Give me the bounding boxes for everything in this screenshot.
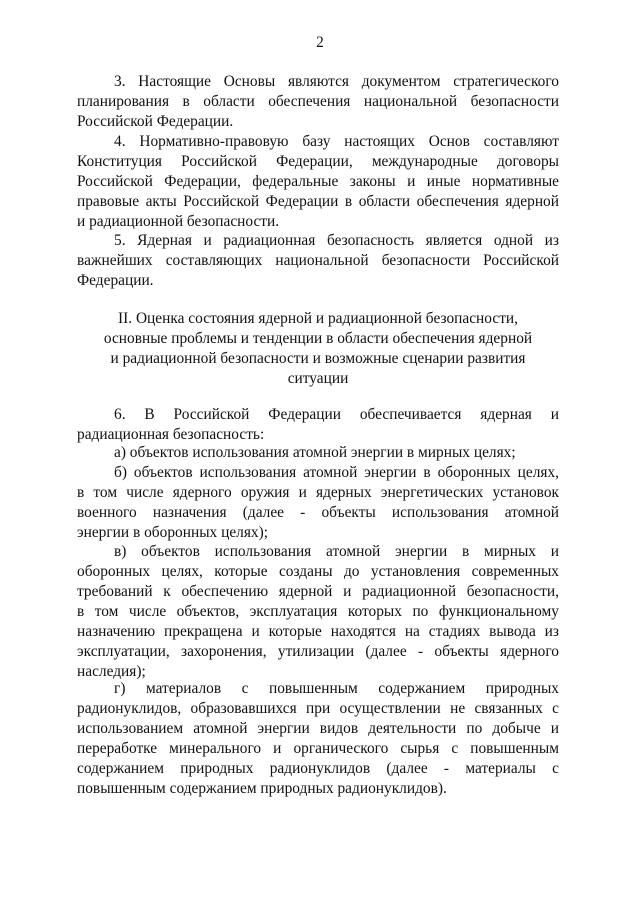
list-item-v [77, 542, 559, 682]
heading-line: и радиационной безопасности и возможные сценарии развития [110, 350, 526, 367]
paragraph-line: радиационная безопасность: [77, 426, 265, 443]
heading-line: ситуации [287, 370, 349, 387]
section-heading [77, 309, 559, 389]
paragraph-line: г) материалов с повышенным содержанием природных [114, 680, 559, 697]
paragraph-line: 6. В Российской Федерации обеспечивается ядерная и [114, 406, 559, 423]
paragraph-line: в) объектов использования атомной энергии в мирных и [114, 543, 559, 560]
paragraph-line: переработке минерального и органического сырья с повышенным [77, 740, 559, 757]
paragraph-line: 5. Ядерная и радиационная безопасность является одной из [114, 232, 559, 249]
paragraph-line: Конституция Российской Федерации, международные договоры [77, 153, 559, 170]
list-item-g [77, 679, 559, 799]
paragraph-line: планирования в области обеспечения национальной безопасности [77, 93, 559, 110]
paragraph-4 [77, 132, 559, 232]
paragraph-line: содержанием природных радионуклидов (далее - материалы с [77, 760, 559, 777]
paragraph-line: б) объектов использования атомной энергии в оборонных целях, [114, 464, 559, 481]
paragraph-6 [77, 405, 559, 445]
paragraph-line: Российской Федерации. [77, 113, 234, 130]
paragraph-line: эксплуатации, захоронения, утилизации (далее - объекты ядерного [77, 643, 559, 660]
paragraph-line: военного назначения (далее - объекты использования атомной [77, 504, 559, 521]
paragraph-line: 4. Нормативно-правовую базу настоящих Основ составляют [114, 133, 559, 150]
paragraph-line: наследия); [77, 663, 146, 680]
paragraph-line: а) объектов использования атомной энергии в мирных целях; [114, 444, 516, 461]
heading-line: основные проблемы и тенденции в области обеспечения ядерной [103, 330, 533, 347]
paragraph-line: в том числе объектов, эксплуатация которых по функциональному [77, 603, 559, 620]
list-item-a [77, 443, 559, 463]
paragraph-line: использованием атомной энергии видов деятельности по добыче и [77, 720, 559, 737]
paragraph-line: Российской Федерации, федеральные законы и иные нормативные [77, 173, 559, 190]
paragraph-line: радионуклидов, образовавшихся при осуществлении не связанных с [77, 700, 559, 717]
page-number: 2 [316, 34, 324, 51]
paragraph-line: повышенным содержанием природных радионуклидов). [77, 780, 447, 797]
paragraph-line: энергии в оборонных целях); [77, 524, 269, 541]
paragraph-5 [77, 231, 559, 291]
paragraph-3 [77, 72, 559, 132]
heading-line: II. Оценка состояния ядерной и радиационной безопасности, [118, 310, 518, 327]
paragraph-line: и радиационной безопасности. [77, 213, 280, 230]
paragraph-line: Федерации. [77, 272, 154, 289]
list-item-b [77, 463, 559, 543]
paragraph-line: требований к обеспечению ядерной и радиационной безопасности, [77, 583, 559, 600]
paragraph-line: в том числе ядерного оружия и ядерных энергетических установок [77, 484, 559, 501]
paragraph-line: правовые акты Российской Федерации в области обеспечения ядерной [77, 193, 559, 210]
paragraph-line: назначению прекращена и которые находятся на стадиях вывода из [77, 623, 559, 640]
paragraph-line: оборонных целях, которые созданы до установления современных [77, 563, 559, 580]
paragraph-line: 3. Настоящие Основы являются документом стратегического [114, 73, 559, 90]
paragraph-line: важнейших составляющих национальной безопасности Российской [77, 252, 559, 269]
